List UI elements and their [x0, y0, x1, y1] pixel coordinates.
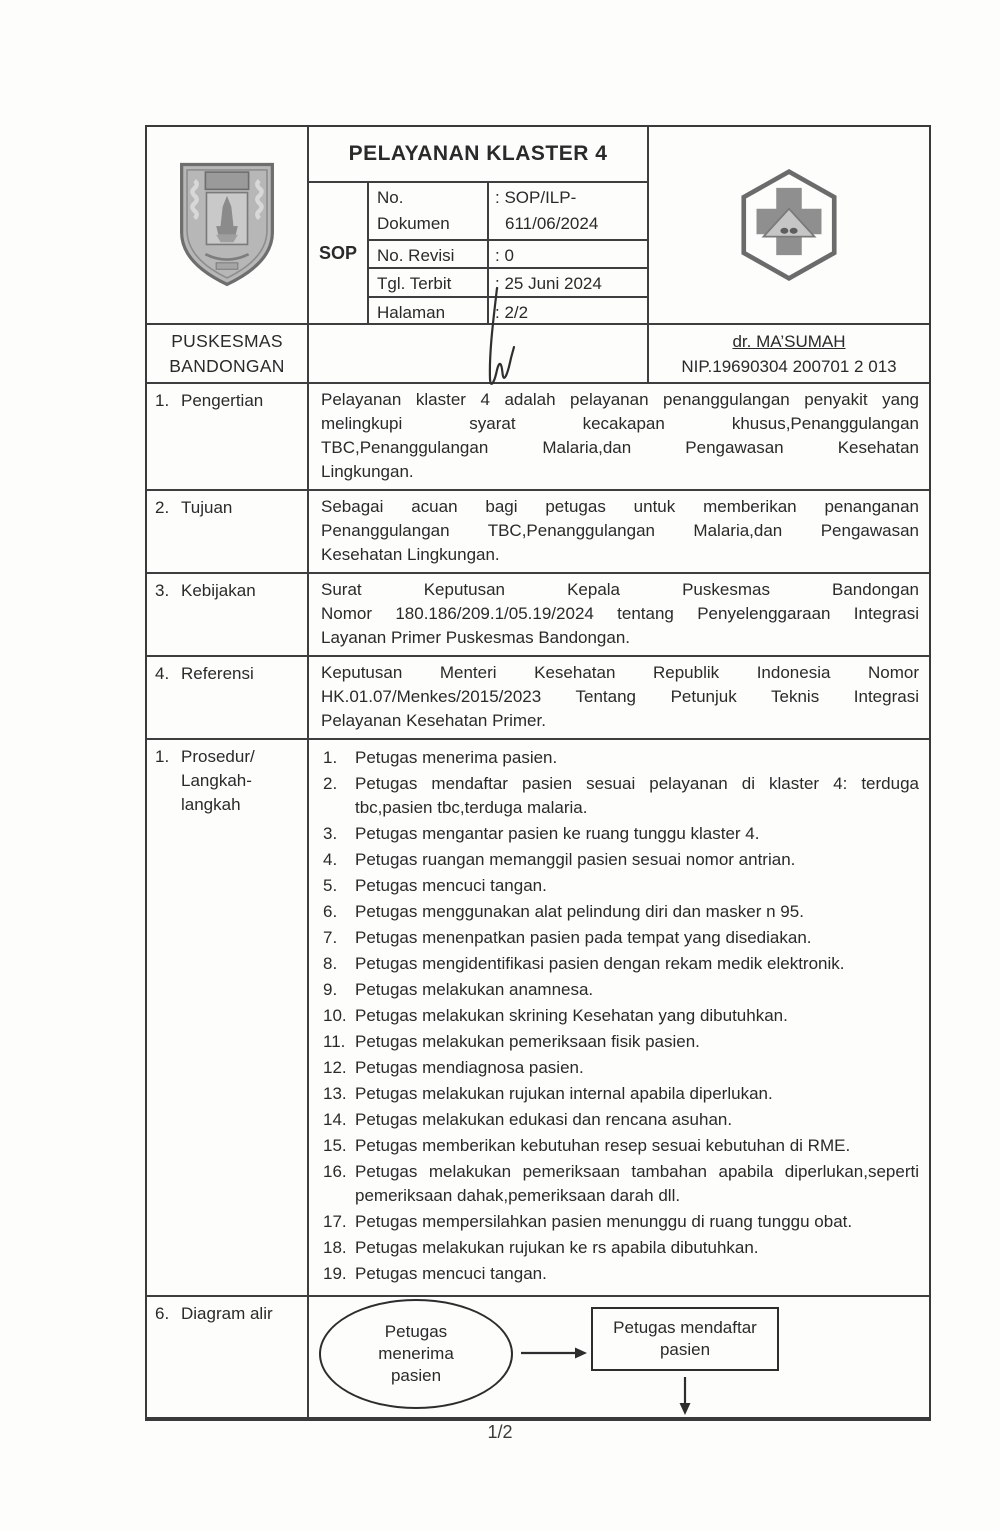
section-number: 1.: [155, 747, 170, 766]
step-text: Petugas melakukan rujukan ke rs apabila dibutuhkan.: [355, 1238, 759, 1257]
field-label-no-dokumen: No. Dokumen: [369, 183, 489, 241]
section-number: 6.: [155, 1304, 170, 1323]
section-row-kebijakan: [147, 572, 929, 655]
step-text: Petugas menggunakan alat pelindung diri dan masker n 95.: [355, 902, 804, 921]
section-row-tujuan: [147, 489, 929, 572]
step-text: Petugas menenpatkan pasien pada tempat yang disediakan.: [355, 928, 812, 947]
organization-name: [147, 323, 309, 382]
step-text: Petugas melakukan edukasi dan rencana asuhan.: [355, 1110, 733, 1129]
flow-process-box: Petugas mendaftar pasien: [591, 1307, 779, 1371]
step-text: Petugas mempersilahkan pasien menunggu di ruang tunggu obat.: [355, 1212, 853, 1231]
procedure-step: [323, 952, 919, 976]
step-text: Petugas ruangan memanggil pasien sesuai nomor antrian.: [355, 850, 796, 869]
procedure-step: [323, 1056, 919, 1080]
section-row-diagram-alir: [147, 1295, 929, 1417]
field-value-tgl-terbit: : 25 Juni 2024: [489, 269, 649, 298]
procedure-step: [323, 926, 919, 950]
flow-start-ellipse: Petugas menerima pasien: [319, 1299, 513, 1409]
approver-nip: NIP.19690304 200701 2 013: [681, 356, 897, 376]
field-value-no-dokumen: : SOP/ILP- 611/06/2024: [489, 183, 649, 241]
regional-crest-logo: [173, 159, 281, 291]
step-number: 19.: [323, 1264, 347, 1283]
step-number: 9.: [323, 980, 338, 999]
step-text: Petugas melakukan pemeriksaan fisik pasien.: [355, 1032, 700, 1051]
section-body-tujuan: Sebagai acuan bagi petugas untuk memberikan penanganan Penanggulangan TBC,Penanggulangan Malaria,dan Pengawasan Kesehatan Lingkungan.: [321, 497, 919, 564]
procedure-step: [323, 746, 919, 770]
section-number: 3.: [155, 581, 170, 600]
approver-block: [649, 323, 929, 382]
step-number: 14.: [323, 1110, 347, 1129]
procedure-step: [323, 1236, 919, 1260]
section-row-referensi: [147, 655, 929, 738]
section-label: Prosedur/ Langkah- langkah: [181, 747, 255, 814]
step-text: Petugas melakukan anamnesa.: [355, 980, 594, 999]
procedure-step: [323, 1262, 919, 1286]
document-title: PELAYANAN KLASTER 4: [309, 127, 649, 183]
sop-type-label: SOP: [309, 183, 369, 323]
document-header: [147, 127, 929, 382]
step-number: 10.: [323, 1006, 347, 1025]
puskesmas-hexagon-logo: [731, 167, 847, 283]
step-text: Petugas memberikan kebutuhan resep sesuai kebutuhan di RME.: [355, 1136, 851, 1155]
step-text: Petugas mengidentifikasi pasien dengan rekam medik elektronik.: [355, 954, 845, 973]
section-label: Diagram alir: [181, 1304, 273, 1323]
field-value-halaman: : 2/2: [489, 298, 649, 323]
step-number: 5.: [323, 876, 338, 895]
field-label-no-revisi: No. Revisi: [369, 241, 489, 269]
step-number: 15.: [323, 1136, 347, 1155]
field-label-halaman: Halaman: [369, 298, 489, 323]
procedure-step: [323, 1210, 919, 1234]
procedure-step: [323, 822, 919, 846]
section-number: 1.: [155, 391, 170, 410]
section-body-kebijakan: Surat Keputusan Kepala Puskesmas Bandongan Nomor 180.186/209.1/05.19/2024 tentang Penyelenggaraan Integrasi Layanan Primer Puskesmas Bandongan.: [321, 580, 919, 647]
field-value-no-revisi: : 0: [489, 241, 649, 269]
procedure-step: [323, 1108, 919, 1132]
step-text: Petugas melakukan pemeriksaan tambahan apabila diperlukan,seperti pemeriksaan dahak,pemeriksaan darah dll.: [355, 1162, 919, 1205]
section-row-pengertian: [147, 382, 929, 489]
step-number: 3.: [323, 824, 338, 843]
approver-name: dr. MA’SUMAH: [732, 331, 846, 351]
step-text: Petugas mendiagnosa pasien.: [355, 1058, 584, 1077]
left-logo-cell: [147, 127, 309, 323]
section-body-referensi: Keputusan Menteri Kesehatan Republik Indonesia Nomor HK.01.07/Menkes/2015/2023 Tentang Petunjuk Teknis Integrasi Pelayanan Kesehatan Primer.: [321, 663, 919, 730]
step-number: 18.: [323, 1238, 347, 1257]
section-number: 4.: [155, 664, 170, 683]
step-number: 13.: [323, 1084, 347, 1103]
procedure-step: [323, 874, 919, 898]
step-number: 7.: [323, 928, 338, 947]
procedure-step: [323, 1030, 919, 1054]
procedure-list: [321, 744, 919, 1290]
section-label: Pengertian: [181, 391, 264, 410]
step-number: 2.: [323, 774, 338, 793]
step-number: 6.: [323, 902, 338, 921]
section-row-prosedur: [147, 738, 929, 1295]
step-number: 1.: [323, 748, 338, 767]
step-text: Petugas mencuci tangan.: [355, 1264, 547, 1283]
step-number: 16.: [323, 1162, 347, 1181]
organization-name-line1: PUSKESMAS: [171, 330, 283, 351]
section-number: 2.: [155, 498, 170, 517]
page-number: 1/2: [487, 1422, 513, 1442]
flow-arrow-down-icon: [680, 1377, 691, 1415]
flow-arrow-right-icon: [521, 1348, 587, 1359]
procedure-step: [323, 1004, 919, 1028]
section-label: Referensi: [181, 664, 254, 683]
procedure-step: [323, 772, 919, 820]
step-number: 12.: [323, 1058, 347, 1077]
procedure-step: [323, 1134, 919, 1158]
sop-document-table: [145, 125, 931, 1421]
section-label: Tujuan: [181, 498, 233, 517]
flow-diagram: [309, 1297, 929, 1417]
procedure-step: [323, 848, 919, 872]
procedure-step: [323, 1082, 919, 1106]
step-text: Petugas mendaftar pasien sesuai pelayanan di klaster 4: terduga tbc,pasien tbc,terduga malaria.: [355, 774, 919, 817]
procedure-step: [323, 900, 919, 924]
procedure-step: [323, 978, 919, 1002]
step-text: Petugas menerima pasien.: [355, 748, 558, 767]
step-text: Petugas melakukan rujukan internal apabila diperlukan.: [355, 1084, 773, 1103]
step-number: 17.: [323, 1212, 347, 1231]
step-number: 4.: [323, 850, 338, 869]
right-logo-cell: [649, 127, 929, 323]
section-label: Kebijakan: [181, 581, 256, 600]
procedure-step: [323, 1160, 919, 1208]
step-text: Petugas mengantar pasien ke ruang tunggu klaster 4.: [355, 824, 760, 843]
step-text: Petugas mencuci tangan.: [355, 876, 547, 895]
field-label-tgl-terbit: Tgl. Terbit: [369, 269, 489, 298]
organization-name-line2: BANDONGAN: [169, 355, 285, 376]
step-number: 8.: [323, 954, 338, 973]
signature-cell: [309, 323, 649, 382]
section-body-pengertian: Pelayanan klaster 4 adalah pelayanan penanggulangan penyakit yang melingkupi syarat kecakapan khusus,Penanggulangan TBC,Penanggulangan Malaria,dan Pengawasan Kesehatan Lingkungan.: [321, 390, 919, 481]
step-number: 11.: [323, 1032, 346, 1051]
step-text: Petugas melakukan skrining Kesehatan yang dibutuhkan.: [355, 1006, 788, 1025]
